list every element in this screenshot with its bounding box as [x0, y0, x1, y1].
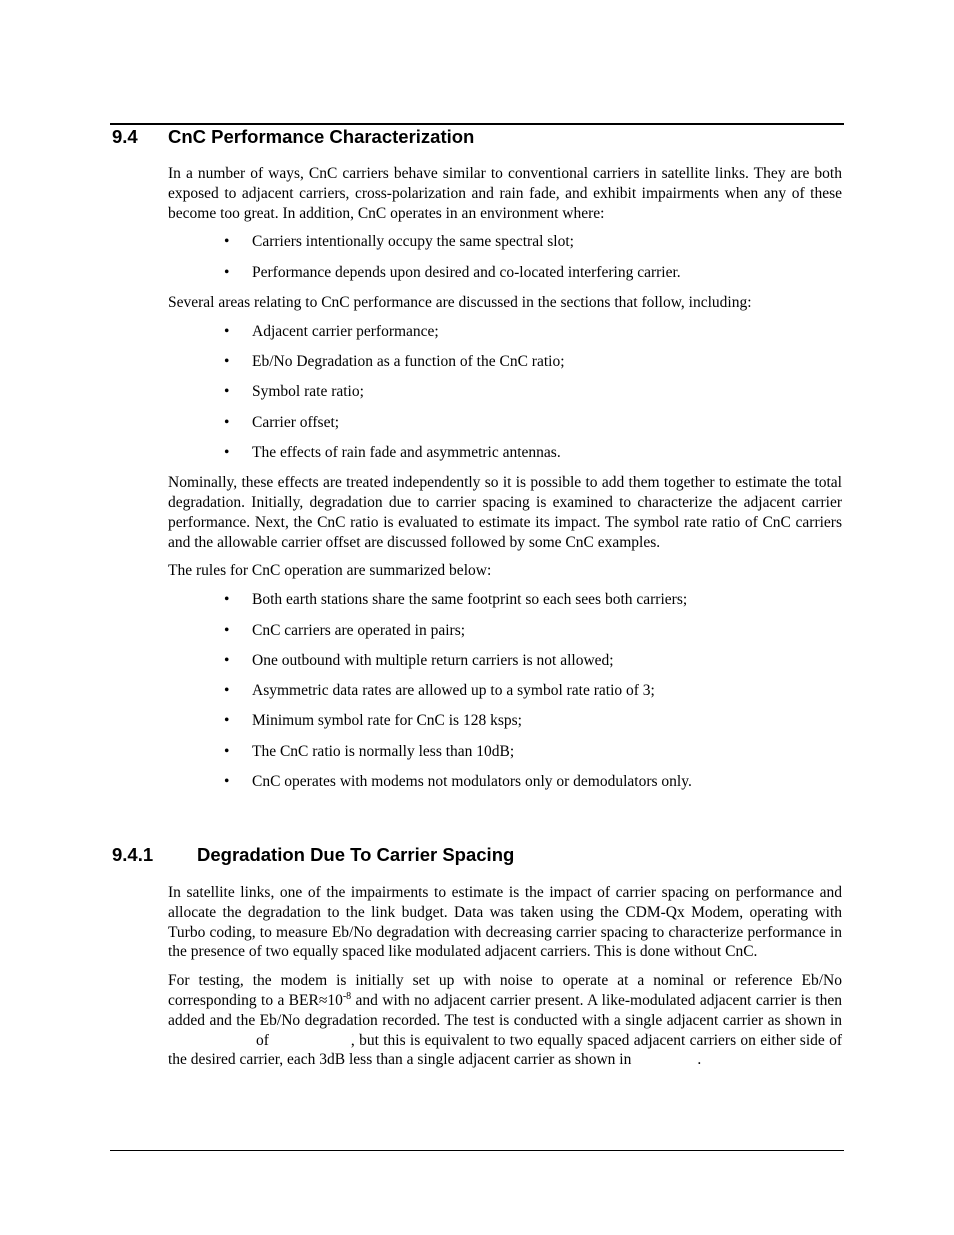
testing-paragraph: For testing, the modem is initially set up with noise to operate at a nominal or reference Eb/No corresponding to a $BER\approx 10^{-8}$ and with no adjacent carrier present. A like-modulated adjacent carrier is then added and the Eb/No degradation recorded. The test is conducted with a single adjacent carrier as shown inof , but this is equivalent to two equally spaced adjacent carriers on either side of the desired carrier, each 3dB less than a single adjacent carrier as shown in . [168, 972, 842, 1069]
rules-intro-paragraph: The rules for CnC operation are summarized below: [168, 562, 492, 580]
section-body-2 [168, 883, 842, 1079]
list-item: • Both earth stations share the same footprint so each sees both carriers; [224, 591, 688, 609]
list-item: • Symbol rate ratio; [224, 383, 364, 401]
nominal-paragraph: Nominally, these effects are treated independently so it is possible to add them together to estimate the total degradation. Initially, degradation due to carrier spacing is examined to characterize the adjacent carrier performance. Next, the CnC ratio is evaluated to estimate its impact. The symbol rate ratio of CnC carriers and the allowable carrier offset are discussed followed by some CnC examples. [168, 474, 842, 551]
intro-paragraph: In a number of ways, CnC carriers behave similar to conventional carriers in satellite links. They are both exposed to adjacent carriers, cross-polarization and rain fade, and exhibit impairments when any of these become too great. In addition, CnC operates in an environment where: [168, 165, 842, 222]
list-item: • Performance depends upon desired and co-located interfering carrier. [224, 263, 681, 281]
list-item: • The CnC ratio is normally less than 10dB; [224, 742, 515, 760]
spacing-paragraph: In satellite links, one of the impairments to estimate is the impact of carrier spacing on performance and allocate the degradation to the link budget. Data was taken using the CDM-Qx Modem, operating with Turbo coding, to measure Eb/No degradation with decreasing carrier spacing to characterize performance in the presence of two equally spaced like modulated adjacent carriers. This is done without CnC. [168, 884, 842, 961]
list-item: • Carriers intentionally occupy the same spectral slot; [224, 233, 574, 251]
subsection-heading [112, 843, 514, 867]
list-item: • One outbound with multiple return carriers is not allowed; [224, 651, 614, 669]
section-title: CnC Performance Characterization [168, 126, 475, 147]
subsection-number: 9.4.1 [112, 844, 154, 865]
section-number: 9.4 [112, 126, 138, 147]
list-item: • CnC carriers are operated in pairs; [224, 621, 466, 639]
areas-intro-paragraph: Several areas relating to CnC performance are discussed in the sections that follow, including: [168, 293, 752, 311]
footer-rule [110, 1150, 844, 1151]
subsection-title: Degradation Due To Carrier Spacing [197, 844, 515, 865]
list-item: • Minimum symbol rate for CnC is 128 ksps; [224, 712, 522, 730]
list-item: • Eb/No Degradation as a function of the CnC ratio; [224, 353, 565, 371]
list-item: • CnC operates with modems not modulators only or demodulators only. [224, 773, 692, 791]
list-item: • Asymmetric data rates are allowed up to a symbol rate ratio of 3; [224, 682, 655, 700]
environment-list [168, 232, 842, 282]
section-body-1 [168, 164, 842, 802]
list-item: • The effects of rain fade and asymmetric antennas. [224, 443, 561, 461]
rules-list [168, 590, 842, 792]
list-item: • Carrier offset; [224, 413, 340, 431]
ber-exponent: -8 [342, 990, 352, 1002]
areas-list [168, 322, 842, 463]
section-heading [112, 125, 474, 149]
list-item: • Adjacent carrier performance; [224, 322, 439, 340]
